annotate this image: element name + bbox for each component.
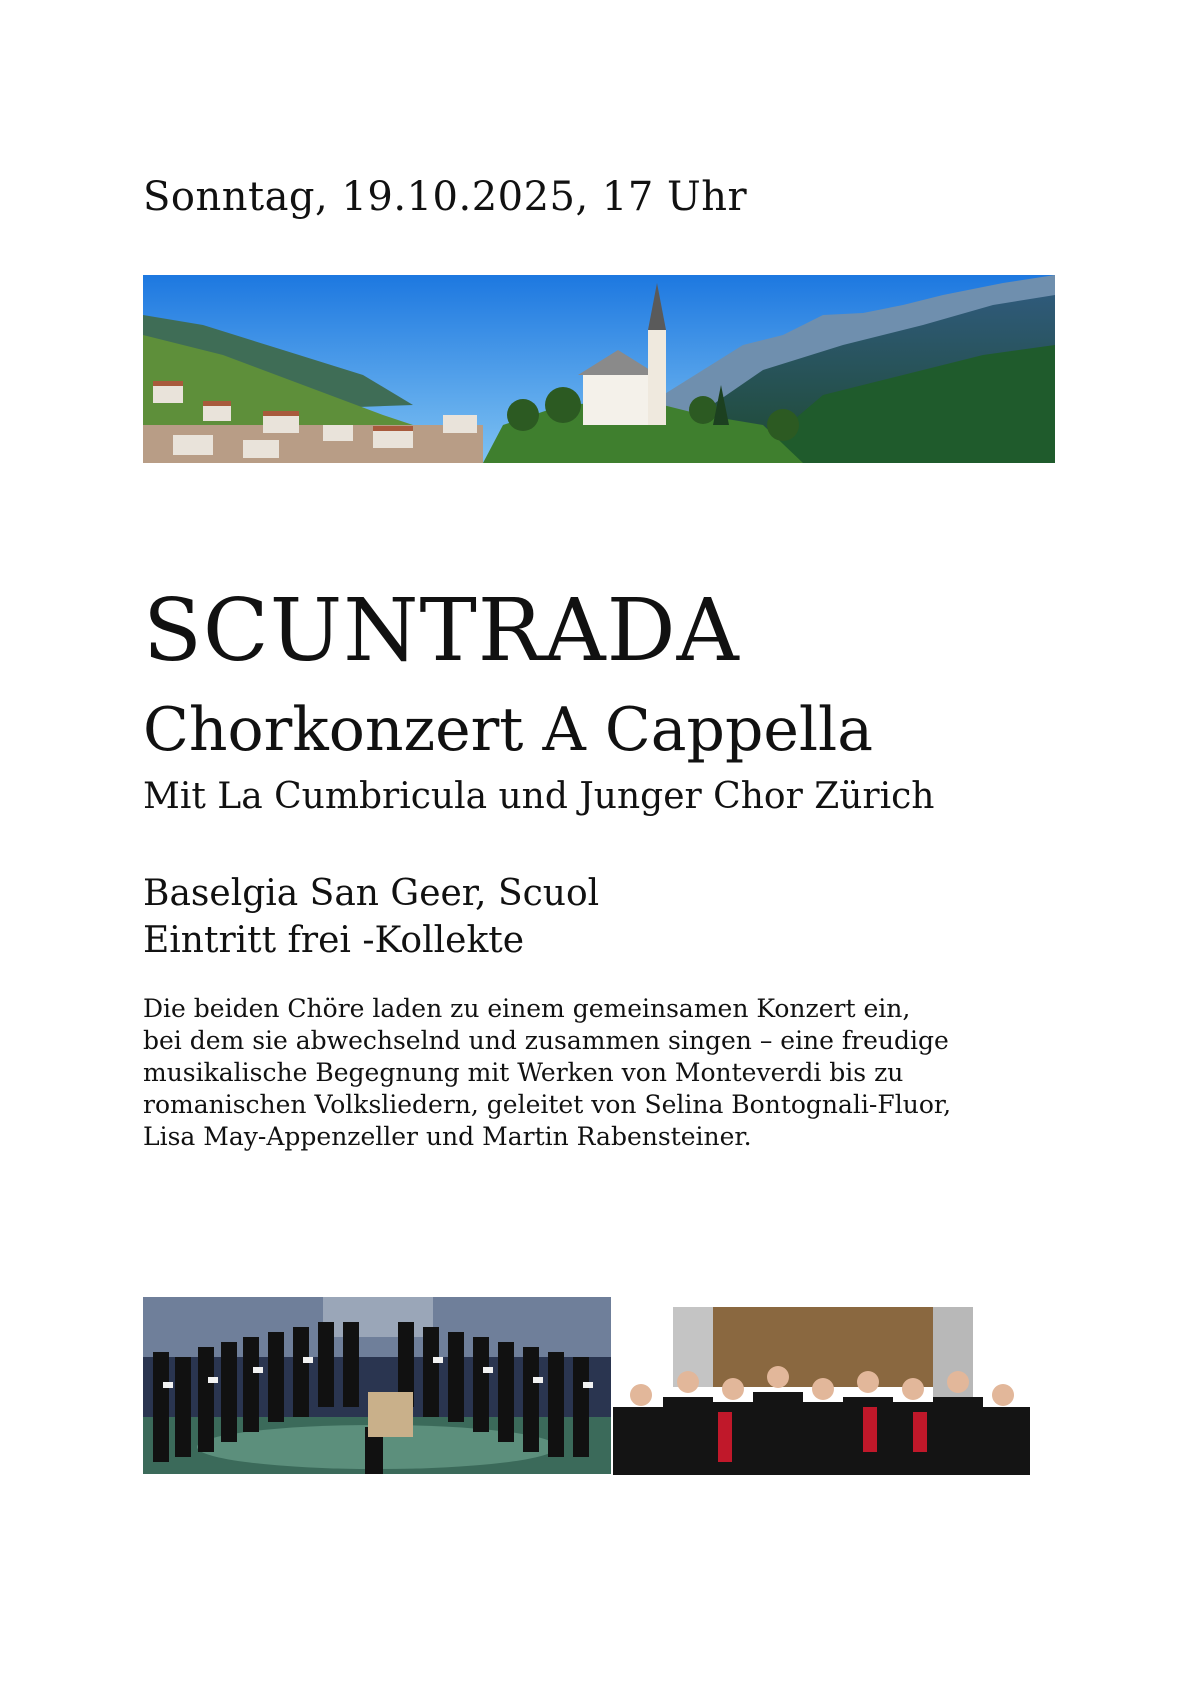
mountain-village-church-photo	[143, 275, 1055, 463]
venue-line: Baselgia San Geer, Scuol	[143, 873, 600, 914]
choir-group-portrait-photo	[613, 1307, 1030, 1475]
choir-performing-in-church-photo	[143, 1297, 611, 1474]
description-line: musikalische Begegnung mit Werken von Monteverdi bis zu	[143, 1058, 904, 1087]
entry-line: Eintritt frei -Kollekte	[143, 920, 525, 961]
description-line: Lisa May-Appenzeller und Martin Rabensteiner.	[143, 1122, 752, 1151]
event-description	[143, 993, 1043, 1153]
description-line: bei dem sie abwechselnd und zusammen singen – eine freudige	[143, 1026, 949, 1055]
event-title: SCUNTRADA	[143, 581, 740, 681]
description-line: romanischen Volksliedern, geleitet von Selina Bontognali-Fluor,	[143, 1090, 952, 1119]
performers-line: Mit La Cumbricula und Junger Chor Zürich	[143, 776, 935, 817]
description-line: Die beiden Chöre laden zu einem gemeinsamen Konzert ein,	[143, 994, 911, 1023]
event-date: Sonntag, 19.10.2025, 17 Uhr	[143, 174, 748, 220]
event-subtitle: Chorkonzert A Cappella	[143, 695, 874, 765]
